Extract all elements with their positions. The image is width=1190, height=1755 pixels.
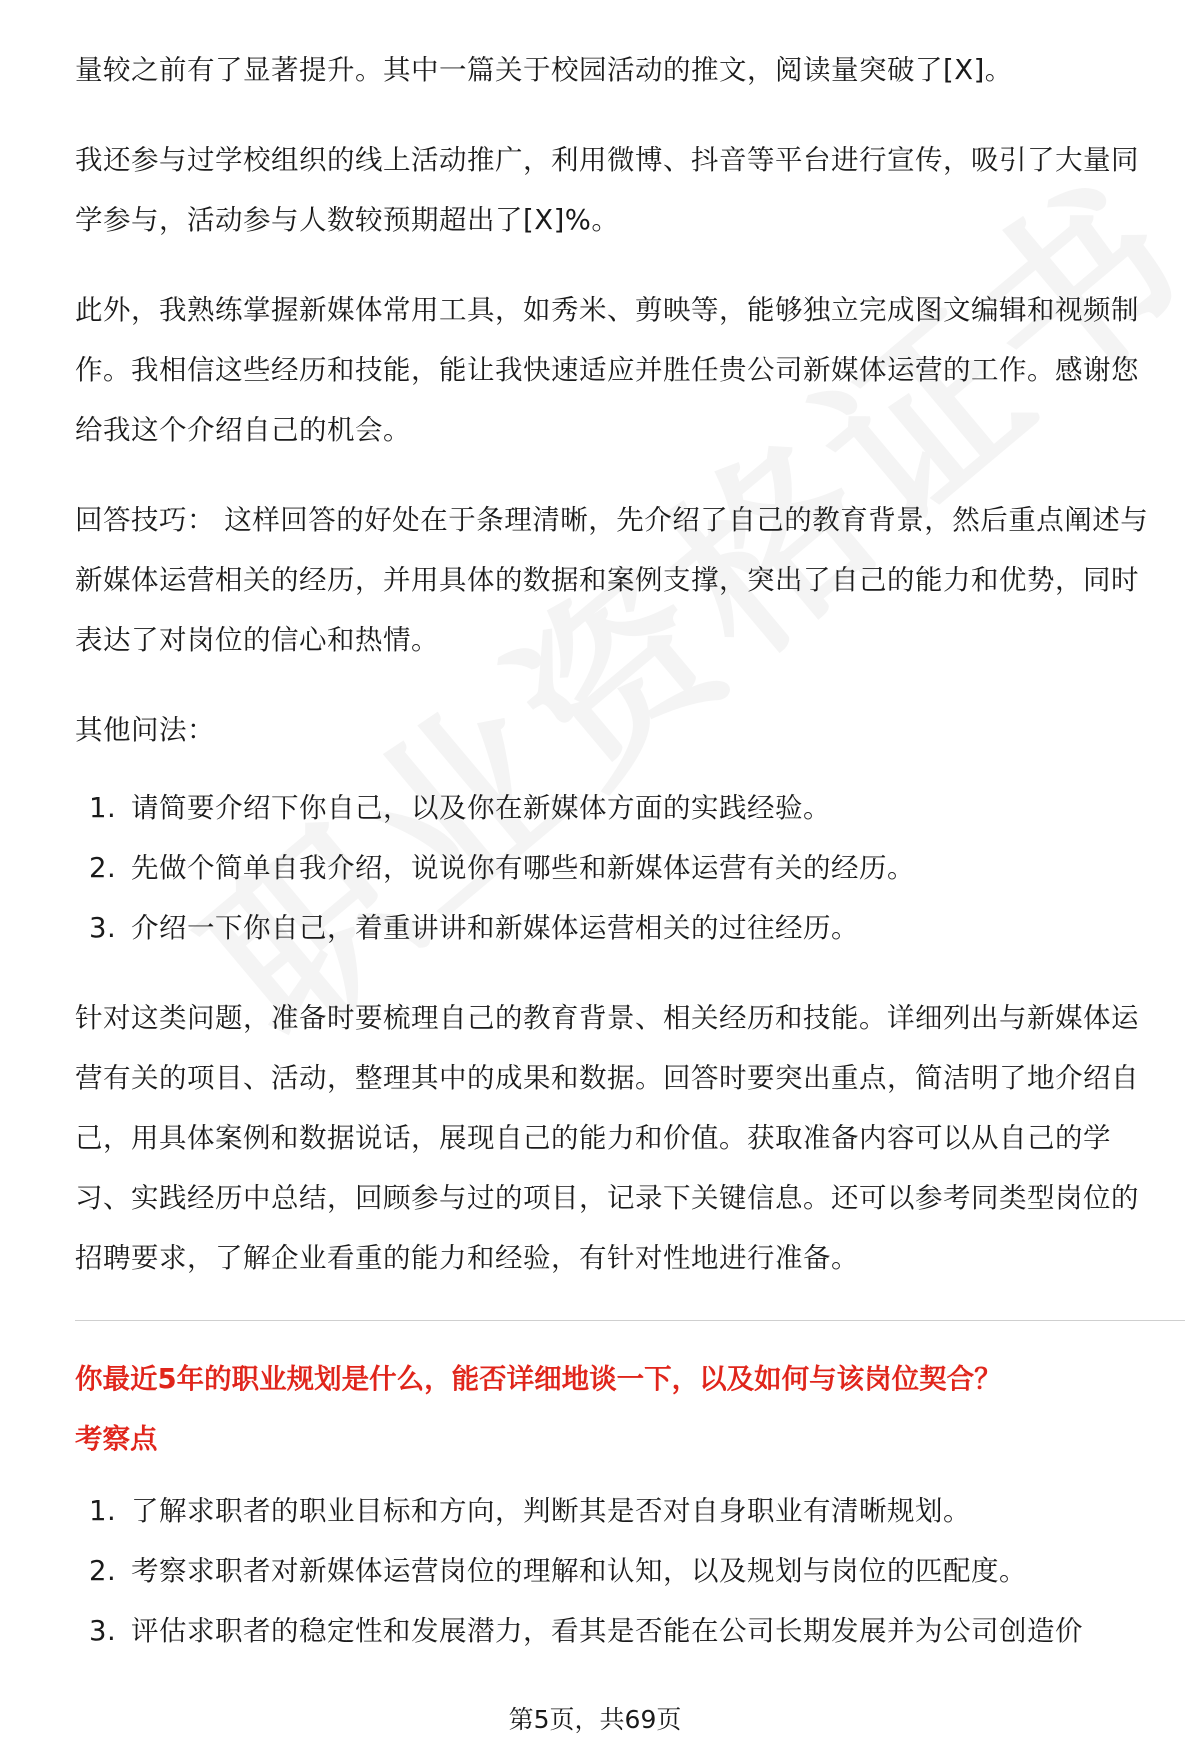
paragraph-answer-tips: 回答技巧： 这样回答的好处在于条理清晰，先介绍了自己的教育背景，然后重点阐述与新媒体运营相关的经历，并用具体的数据和案例支撑，突出了自己的能力和优势，同时表达了对岗位的信心和热情。 [75, 504, 1149, 656]
paragraph-reading-growth: 量较之前有了显著提升。其中一篇关于校园活动的推文，阅读量突破了[X]。 [75, 54, 1013, 86]
assessment-heading: 考察点 [75, 1423, 158, 1455]
other-questions-list [75, 778, 1165, 958]
page-number-footer: 第5页，共69页 [508, 1705, 682, 1734]
paragraph-online-promotion: 我还参与过学校组织的线上活动推广，利用微博、抖音等平台进行宣传，吸引了大量同学参与，活动参与人数较预期超出了[X]%。 [75, 144, 1139, 236]
question-heading: 你最近5年的职业规划是什么，能否详细地谈一下，以及如何与该岗位契合？ [75, 1363, 1002, 1395]
list-item: 2. 考察求职者对新媒体运营岗位的理解和认知，以及规划与岗位的匹配度。 [89, 1555, 1027, 1587]
section-divider [75, 1320, 1185, 1321]
page-content [75, 40, 1165, 1661]
paragraph-tools-skills: 此外，我熟练掌握新媒体常用工具，如秀米、剪映等，能够独立完成图文编辑和视频制作。我相信这些经历和技能，能让我快速适应并胜任贵公司新媒体运营的工作。感谢您给我这个介绍自己的机会。 [75, 294, 1139, 446]
paragraph-other-questions-label: 其他问法： [75, 714, 215, 746]
list-item: 3. 介绍一下你自己，着重讲讲和新媒体运营相关的过往经历。 [89, 912, 859, 944]
list-item: 1. 请简要介绍下你自己，以及你在新媒体方面的实践经验。 [89, 792, 831, 824]
list-item: 3. 评估求职者的稳定性和发展潜力，看其是否能在公司长期发展并为公司创造价 [89, 1615, 1083, 1647]
paragraph-preparation-advice: 针对这类问题，准备时要梳理自己的教育背景、相关经历和技能。详细列出与新媒体运营有关的项目、活动，整理其中的成果和数据。回答时要突出重点，简洁明了地介绍自己，用具体案例和数据说话，展现自己的能力和价值。获取准备内容可以从自己的学习、实践经历中总结，回顾参与过的项目，记录下关键信息。还可以参考同类型岗位的招聘要求，了解企业看重的能力和经验，有针对性地进行准备。 [75, 1002, 1139, 1274]
assessment-points-list [75, 1481, 1165, 1661]
list-item: 2. 先做个简单自我介绍，说说你有哪些和新媒体运营有关的经历。 [89, 852, 915, 884]
list-item: 1. 了解求职者的职业目标和方向，判断其是否对自身职业有清晰规划。 [89, 1495, 971, 1527]
